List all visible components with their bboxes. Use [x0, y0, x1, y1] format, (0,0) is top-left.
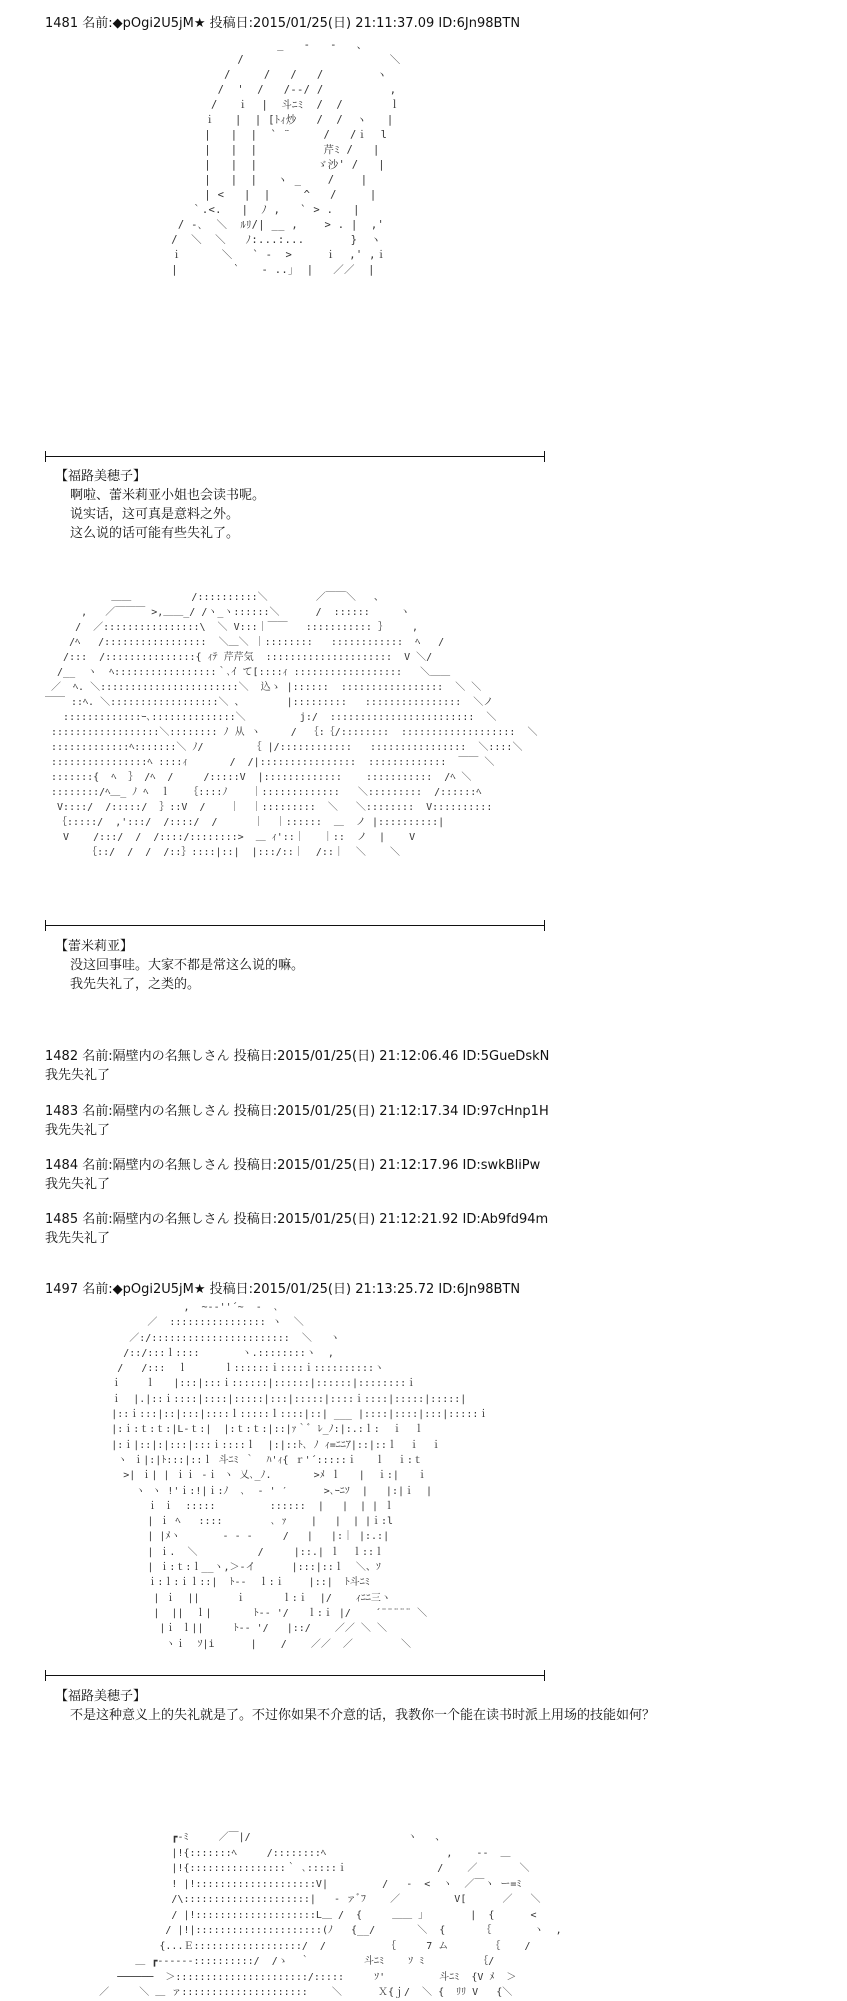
divider [45, 1675, 545, 1676]
speaker-label: 【福路美穂子】 [55, 1689, 147, 1704]
divider [45, 456, 545, 457]
post-header-1482: 1482 名前:隔壁内の名無しさん 投稿日:2015/01/25(日) 21:12:06.46 ID:5GueDskN [45, 1049, 550, 1064]
dialogue-line: 啊啦、蕾米莉亚小姐也会读书呢。 [70, 488, 266, 503]
divider [45, 925, 545, 926]
ascii-art-mihoko-1: _ - ‐ 、 / ＼ / / / / ヽ / ' / /‐-/ / , / ｉ | 斗ﾆﾐ / / ｌ ｉ | | [ﾄｨ炒 / / ヽ | | | | ` ¨ / /ｉ l | | | 芹ﾐ / | | | | ゞ沙' / | | | | ヽ _ / | | < | | ^ / | ｀.<. | ﾉ , ` > . | / -､ ＼ ﾙﾘ/| __ , > . | ,' / ＼ ＼ ﾉ:...:... } ヽ ｉ ＼ ` - > ｉ ,' ,ｉ | ｀ ‐ ..｣ | ／／ | [171, 39, 401, 276]
dialogue-line: 这么说的话可能有些失礼了。 [70, 526, 240, 541]
post-body-1484: 我先失礼了 [45, 1177, 111, 1192]
post-header-1483: 1483 名前:隔壁内の名無しさん 投稿日:2015/01/25(日) 21:12:17.34 ID:97cHnp1H [45, 1104, 549, 1119]
post-body-1482: 我先失礼了 [45, 1068, 111, 1083]
dialogue-line: 我先失礼了，之类的。 [70, 977, 201, 992]
post-header-1485: 1485 名前:隔壁内の名無しさん 投稿日:2015/01/25(日) 21:12:21.92 ID:Ab9fd94m [45, 1212, 549, 1227]
speaker-label: 【蕾米莉亚】 [55, 939, 134, 954]
post-header-1481: 1481 名前:◆pOgi2U5jM★ 投稿日:2015/01/25(日) 21:11:37.09 ID:6Jn98BTN [45, 16, 521, 31]
post-header-1497: 1497 名前:◆pOgi2U5jM★ 投稿日:2015/01/25(日) 21:13:25.72 ID:6Jn98BTN [45, 1282, 521, 1297]
ascii-art-remilia: ＿＿ /::::::::::＼ ／￣￣＼ 、 , ／￣￣￣ >,＿＿_/ /ヽ_ヽ::::::＼ / :::::: ヽ / ／::::::::::::::::\ ＼ V:::｜￣￣ ::::::::::: ｝ , /ﾍ /::::::::::::::::: ＼＿＼ ｜:::::::: :::::::::::: ﾍ / /::: /:::::::::::::::{ ｨﾃ 芹芹気 ::::::::::::::::::::: V ＼/ /__ ヽ ﾍ:::::::::::::::::｀､ｲ て[::::ｨ :::::::::::::::::: ＼＿＿ ／ ﾍ. ＼:::::::::::::::::::::::＼ 込ゝ |:::::: ::::::::::::::::: ＼ ＼ ￣￣ ::ﾍ. ＼::::::::::::::::::＼ 、 |::::::::: :::::::::::::::: ＼ノ :::::::::::::ｰ､::::::::::::::＼ j:/ :::::::::::::::::::::::: ＼ ::::::::::::::::::＼:::::::: ﾉ 从 ヽ / ｛:｛/:::::::: ::::::::::::::::::: ＼ :::::::::::::ﾍ:::::::＼ ﾉ/ ｛ |/:::::::::::: :::::::::::::::: ＼::::＼ ::::::::::::::::ﾍ ::::ｨ / /|:::::::::::::::: ::::::::::::: ￣￣ ＼ :::::::{ ﾍ ｝ /ﾍ / /:::::V |::::::::::::: ::::::::::: /ﾍ ＼ ::::::::/ﾍ＿_ ﾉ ﾍ ｌ ｛::::ﾉ ｜::::::::::::: ＼::::::::: /::::::ﾍ V::::/ /:::::/ ｝::V / ｜ ｜::::::::: ＼ ＼:::::::: V:::::::::: ｛:::::/ ,':::/ /::::/ / ｜ ｜:::::: ＿ ノ |::::::::::| V /:::/ / /::::/::::::::> ＿ ｨ'::｜ ｜:: ノ | V ｛::/ / / /::｝::::|::| |:::/::｜ /::｜ ＼ ＼ [45, 592, 538, 858]
dialogue-line: 说实话，这可真是意料之外。 [70, 507, 240, 522]
dialogue-line: 不是这种意义上的失礼就是了。不过你如果不介意的话，我教你一个能在读书时派上用场的技能如何？ [70, 1708, 656, 1723]
speaker-label: 【福路美穂子】 [55, 469, 147, 484]
dialogue-line: 没这回事哇。大家不都是常这么说的嘛。 [70, 958, 305, 973]
post-body-1483: 我先失礼了 [45, 1123, 111, 1138]
ascii-art-mihoko-2: , ~-‐''´~ ‐ ､ ／ :::::::::::::::: ヽ ＼ ／:/::::::::::::::::::::::: ＼ ヽ /::/:::ｌ:::: ヽ.::::::::ヽ , / /::: ｌ ｌ::::::ｉ::::ｉ::::::::::ヽ ｉ ｌ |:::|:::ｉ::::::|::::::|::::::|::::::::ｉ ｉ |.|::ｉ::::|::::|:::::|:::|:::::|::::ｉ::::|:::::|:::::| |::ｉ:::|::|:::|::::ｌ:::::ｌ::::|::| ___ |::::|::::|:::|:::::ｉ |:ｉ:ｔ:ｔ:|L‐ｔ:| |:ｔ:ｔ:|::|ｧ｀ﾞ ﾚ_ﾉ:|:.:ｌ: ｉ ｌ |:ｉ|::|:|:::|:::ｉ::::ｌ |:|::ﾄ､ ﾉ ｨ=ﾆﾆｱ|::|::ｌ ｉ ｉ ヽ ｉ|:|ﾄ:::|::ｌ 斗ﾆﾐ ｀ ﾊ'ｨ{ ｒ'´:::::ｉ ｌ ｉ:ｔ >| ｉ| | ｉｉ ‐ｉ ヽ 乂､_ﾉ. >ﾒ ｌ | ｉ:| ｉ ヽ ヽ !'ｉ:!|ｉ:ﾉ ､ ‐ ' ′ >､ｰﾆｿ | |:|ｉ | ｉ ｉ ::::: :::::: | | | | ｌ | ｉ ﾍ :::: ､ ｧ | | | |ｉ:l | |ﾒヽ ‐ ‐ ‐ / | |:｜ |:.:| | ｉ. ＼ / |::.| ｌ ｌ::ｌ | ｉ:ｔ:ｌ__ヽ,＞‐イ |:::|::ｌ ＼、ｿ ｉ:ｌ:ｉｌ::| ﾄ-‐ ｌ:ｉ |::| ﾄ斗ﾆﾐ | ｉ || ｉ ｌ:ｉ |/ ｨﾆﾆ三ヽ | || ｌ| ﾄ-‐ '/ ｌ:ｉ |/ ´¨¨¨¨¨ ＼ |ｉ ｌ|| ﾄ-‐ '/ |::/ ／／ ＼ ＼ ヽｉ ｿ|i | / ／／ ／ ＼ [111, 1302, 489, 1650]
ascii-art-bottom: ┏‐ﾐ ／￣|/ ヽ 、 |!{:::::::ﾍ /::::::::ﾍ , -‐ ＿ |!{::::::::::::::::｀ ､:::::ｉ / ／ ＼ ! |!::::::::::::::::::::V| / ‐ < ヽ ／￣ヽ ー=ﾐ /\:::::::::::::::::::::| ‐ ァﾞﾌ ／ V[ ／ ＼ / |!::::::::::::::::::::L＿ / { ＿＿ 」 | { < / |!|:::::::::::::::::::::(ﾉ {__/ ＼ { ｛ ヽ , {...Ｅ::::::::::::::::::/ / ｛ 7 ム ｛ / ＿ ┏‐‐‐‐‐‐::::::::::/ /ゝ ｀ 斗ﾆﾐ ｿ ﾐ ｛/ ────── ＞::::::::::::::::::::::/::::: ｿ' 斗ﾆﾐ {V ﾒ ＞ ／ ＼ ＿ ァ::::::::::::::::::::: ＼ Ｘ{ｊ/ ＼ { ﾘﾘ V {＼ [99, 1832, 562, 1998]
post-body-1485: 我先失礼了 [45, 1231, 111, 1246]
post-header-1484: 1484 名前:隔壁内の名無しさん 投稿日:2015/01/25(日) 21:12:17.96 ID:swkBliPw [45, 1158, 541, 1173]
